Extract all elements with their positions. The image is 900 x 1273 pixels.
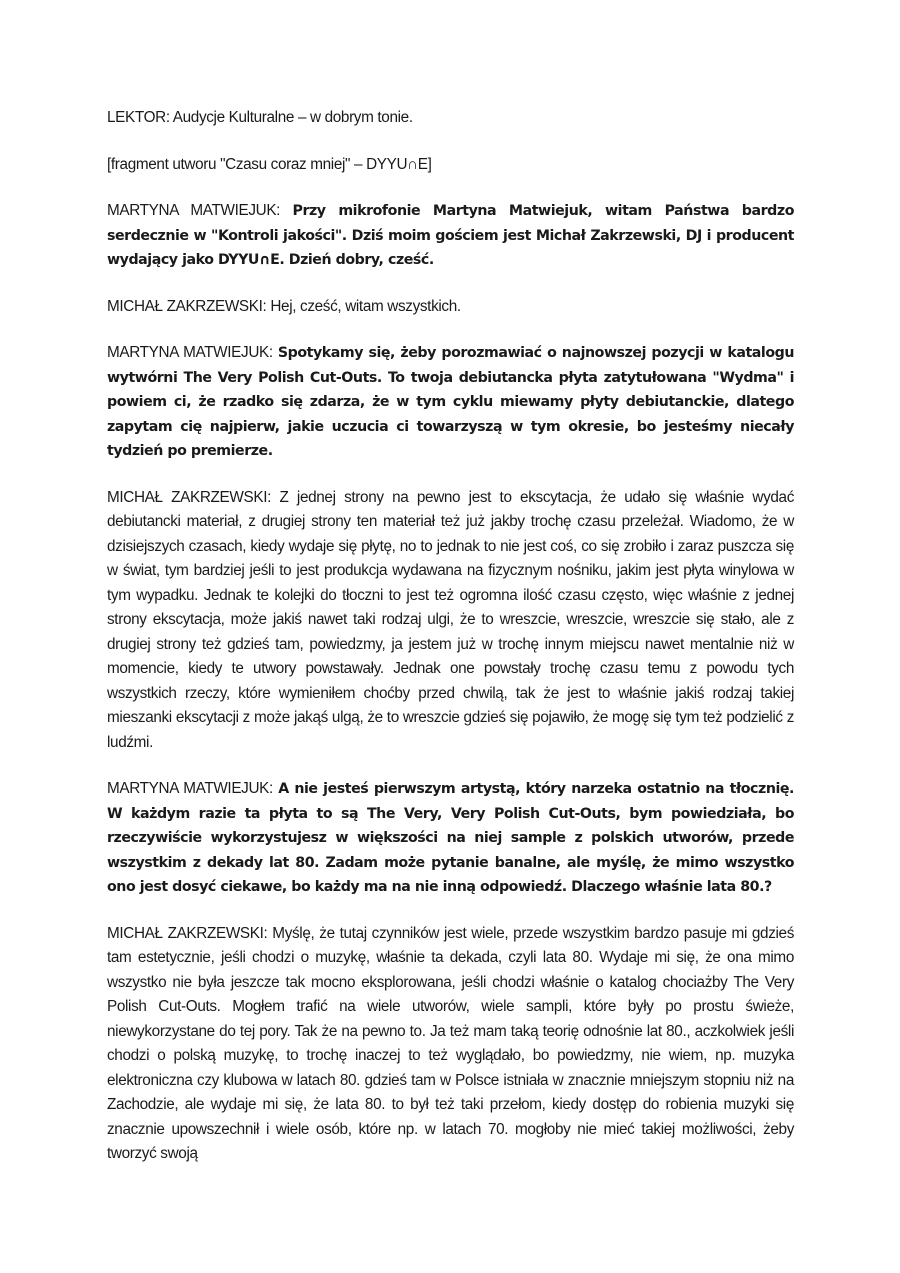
paragraph-host-question-1 xyxy=(107,341,794,464)
paragraph-lektor xyxy=(107,106,794,131)
paragraph-text: Z jednej strony na pewno jest to ekscytacja, że udało się właśnie wydać debiutancki materiał, z drugiej strony ten materiał też już jakby trochę czasu przeleżał. Wiadomo, że w dzisiejszych czasach, kiedy wydaje się płytę, no to jednak to nie jest coś, co się zrobiło i zaraz puszcza się w świat, tym bardziej jeśli to jest produkcja wydawana na fizycznym nośniku, jakim jest płyta winylowa w tym wypadku. Jednak te kolejki do tłoczni to jest też ogromna ilość czasu często, więc właśnie z jednej strony ekscytacja, może jakiś nawet taki rodzaj ulgi, że to wreszcie, wreszcie, wreszcie się stało, ale z drugiej strony też gdzieś tam, powiedzmy, ja jestem już w trochę innym miejscu nawet mentalnie niż w momencie, kiedy te utwory powstawały. Jednak one powstały trochę czasu temu z powodu tych wszystkich rzeczy, które wymieniłem choćby przed chwilą, tak że jest to właśnie jakiś rodzaj takiej mieszanki ekscytacji z może jakąś ulgą, że to wreszcie gdzieś się pojawiło, że mogę się tym też podzielić z ludźmi. xyxy=(107,488,794,751)
paragraph-text: Hej, cześć, witam wszystkich. xyxy=(266,297,461,315)
paragraph-text: Myślę, że tutaj czynników jest wiele, przede wszystkim bardzo pasuje mi gdzieś tam estetycznie, jeśli chodzi o muzykę, właśnie ta dekada, czyli lata 80. Wydaje mi się, że ona mimo wszystko nie była jeszcze tak mocno eksplorowana, jeśli chodzi właśnie o katalog chociażby The Very Polish Cut-Outs. Mogłem trafić na wiele utworów, wiele sampli, które były po prostu świeże, niewykorzystane do tej pory. Tak że na pewno to. Ja też mam taką teorię odnośnie lat 80., aczkolwiek jeśli chodzi o polską muzykę, to trochę inaczej to też wyglądało, bo powiedzmy, nie wiem, np. muzyka elektroniczna czy klubowa w latach 80. gdzieś tam w Polsce istniała w znacznie mniejszym stopniu niż na Zachodzie, ale wydaje mi się, że lata 80. to był też taki przełom, kiedy dostęp do robienia muzyki się znacznie upowszechnił i wiele osób, które np. w latach 70. mogłoby nie mieć takiej możliwości, żeby tworzyć swoją xyxy=(107,924,794,1162)
paragraph-guest-greeting xyxy=(107,295,794,320)
paragraph-text: Przy mikrofonie Martyna Matwiejuk, witam Państwa bardzo serdecznie w "Kontroli jakości". Dziś moim gościem jest Michał Zakrzewski, DJ i producent wydający jako DYYU∩E. Dzień dobry, cześć. xyxy=(107,203,794,268)
paragraph-host-intro xyxy=(107,199,794,273)
paragraph-text: [fragment utworu "Czasu coraz mniej" – DYYU∩E] xyxy=(107,155,432,173)
paragraph-guest-answer-1 xyxy=(107,486,794,756)
paragraph-music-fragment xyxy=(107,153,794,178)
speaker-label: MARTYNA MATWIEJUK: xyxy=(107,202,281,219)
paragraph-text: Spotykamy się, żeby porozmawiać o najnowszej pozycji w katalogu wytwórni The Very Polish Cut-Outs. To twoja debiutancka płyta zatytułowana "Wydma" i powiem ci, że rzadko się zdarza, że w tym cyklu miewamy płyty debiutanckie, dlatego zapytam cię najpierw, jakie uczucia ci towarzyszą w tym okresie, bo jesteśmy niecały tydzień po premierze. xyxy=(107,345,794,459)
paragraph-guest-answer-2 xyxy=(107,922,794,1167)
document-page xyxy=(107,106,794,1189)
speaker-label: MICHAŁ ZAKRZEWSKI: xyxy=(107,924,268,942)
paragraph-host-question-2 xyxy=(107,777,794,900)
paragraph-text: A nie jesteś pierwszym artystą, który narzeka ostatnio na tłocznię. W każdym razie ta płyta to są The Very, Very Polish Cut-Outs, bym powiedziała, bo rzeczywiście wykorzystujesz w większości na niej sample z polskich utworów, przede wszystkim z dekady lat 80. Zadam może pytanie banalne, ale myślę, że mimo wszystko ono jest dosyć ciekawe, bo każdy ma na nie inną odpowiedź. Dlaczego właśnie lata 80.? xyxy=(107,781,794,895)
paragraph-text: Audycje Kulturalne – w dobrym tonie. xyxy=(169,109,413,126)
speaker-label: MARTYNA MATWIEJUK: xyxy=(107,344,273,361)
speaker-label: MICHAŁ ZAKRZEWSKI: xyxy=(107,488,271,506)
speaker-label: MARTYNA MATWIEJUK: xyxy=(107,780,273,797)
speaker-label: LEKTOR: xyxy=(107,109,170,126)
speaker-label: MICHAŁ ZAKRZEWSKI: xyxy=(107,297,267,315)
